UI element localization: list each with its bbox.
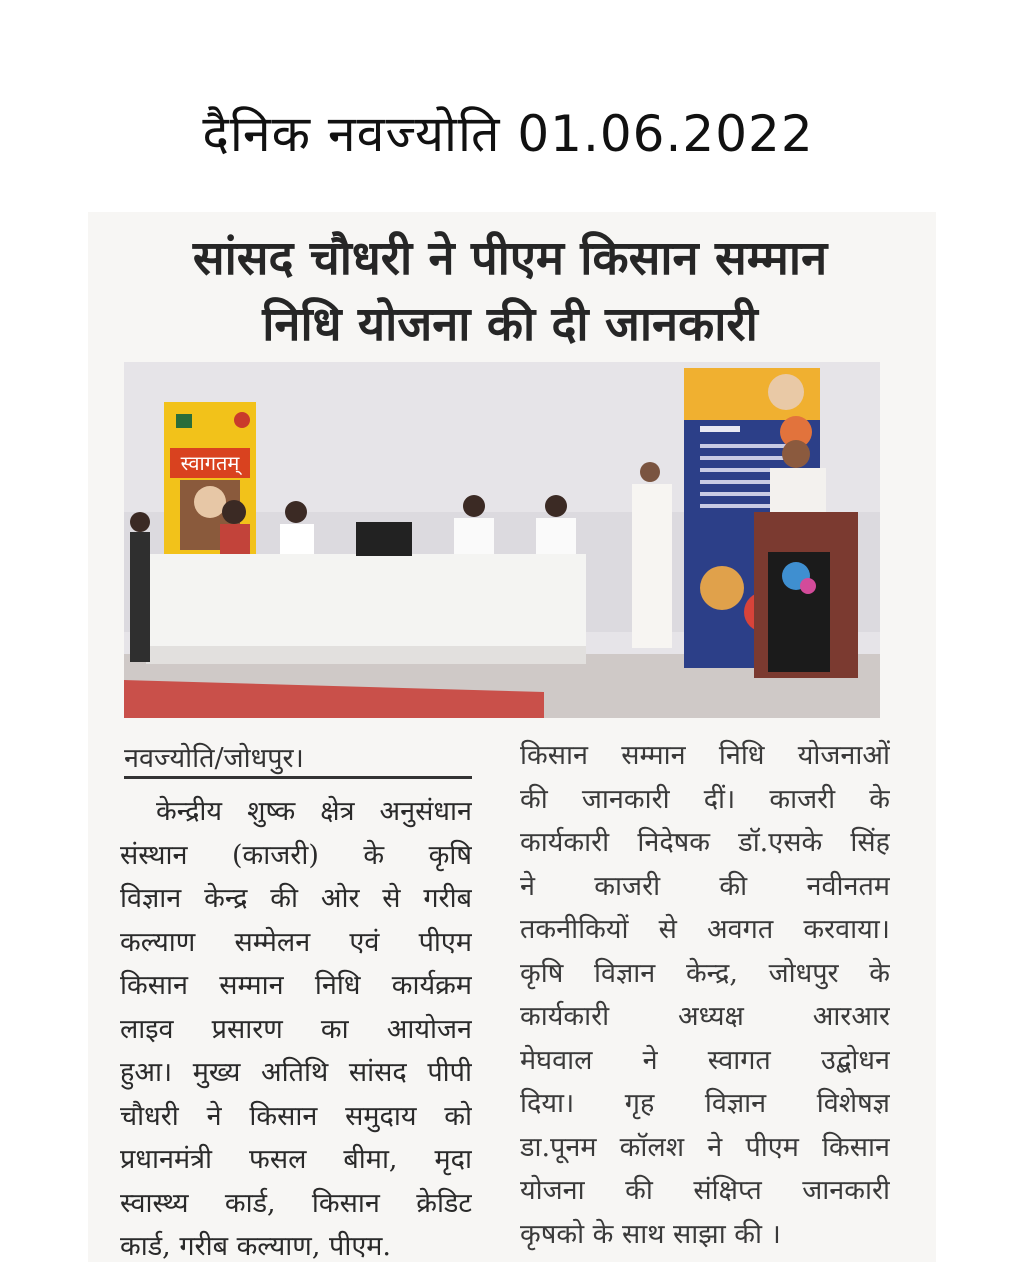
article-line: डा.पूनम कॉलश ने पीएम किसान bbox=[520, 1131, 890, 1163]
article-line: कृषको के साथ साझा की । bbox=[520, 1218, 781, 1250]
article-line: मेघवाल ने स्वागत उद्बोधन bbox=[520, 1044, 890, 1076]
stage-table bbox=[146, 554, 586, 664]
headline-line-2: निधि योजना की दी जानकारी bbox=[262, 297, 758, 352]
article-line: योजना की संक्षिप्त जानकारी bbox=[520, 1175, 890, 1206]
byline: नवज्योति/जोधपुर। bbox=[124, 743, 304, 774]
article-line: विज्ञान केन्द्र की ओर से गरीब bbox=[120, 883, 472, 914]
article-line: तकनीकियों से अवगत करवाया। bbox=[520, 914, 890, 945]
masthead: दैनिक नवज्योति 01.06.2022 bbox=[202, 105, 814, 163]
event-photo-illustration bbox=[124, 362, 880, 718]
article-line: प्रधानमंत्री फसल बीमा, मृदा bbox=[120, 1144, 472, 1175]
article-line: स्वास्थ्य कार्ड, किसान क्रेडिट bbox=[120, 1187, 472, 1219]
news-photo bbox=[124, 362, 880, 718]
byline-rule bbox=[124, 776, 472, 779]
article-line: कल्याण सम्मेलन एवं पीएम bbox=[120, 926, 472, 958]
article-line: कार्यकारी निदेषक डॉ.एसके सिंह bbox=[520, 827, 890, 858]
article-line: दिया। गृह विज्ञान विशेषज्ञ bbox=[520, 1088, 890, 1119]
article-line: केन्द्रीय शुष्क क्षेत्र अनुसंधान bbox=[156, 796, 472, 827]
banner-text: स्वागतम् bbox=[180, 451, 240, 475]
article-column-1 bbox=[120, 790, 472, 1269]
headline bbox=[100, 226, 920, 358]
article-line: कार्ड, गरीब कल्याण, पीएम. bbox=[120, 1231, 391, 1262]
article-line: कृषि विज्ञान केन्द्र, जोधपुर के bbox=[520, 957, 890, 989]
headline-line-1: सांसद चौधरी ने पीएम किसान सम्मान bbox=[192, 231, 828, 286]
article-line: ने काजरी की नवीनतम bbox=[520, 870, 890, 902]
article-line: की जानकारी दीं। काजरी के bbox=[520, 783, 890, 815]
article-line: लाइव प्रसारण का आयोजन bbox=[120, 1013, 472, 1045]
article-line: हुआ। मुख्य अतिथि सांसद पीपी bbox=[120, 1057, 472, 1088]
article-column-2 bbox=[520, 734, 890, 1256]
article-line: किसान सम्मान निधि कार्यक्रम bbox=[120, 970, 472, 1001]
article-line: कार्यकारी अध्यक्ष आरआर bbox=[520, 1001, 890, 1032]
article-line: चौधरी ने किसान समुदाय को bbox=[120, 1100, 472, 1132]
article-line: किसान सम्मान निधि योजनाओं bbox=[520, 740, 890, 771]
article-line: संस्थान (काजरी) के कृषि bbox=[120, 839, 472, 871]
